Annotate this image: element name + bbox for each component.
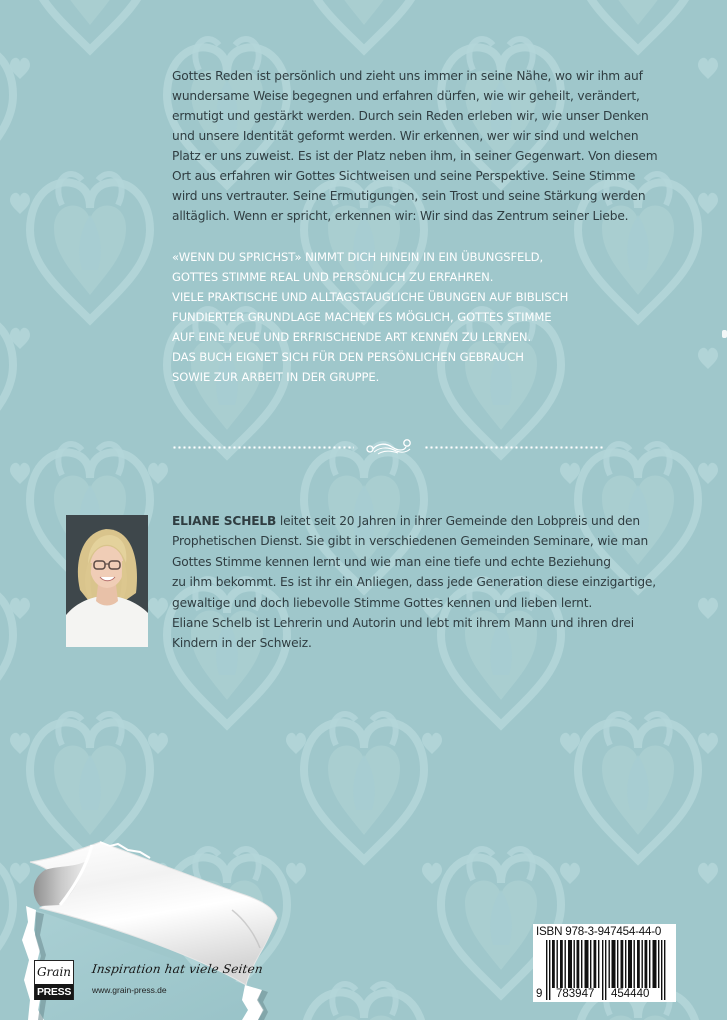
highlight-line: SOWIE ZUR ARBEIT IN DER GRUPPE. — [172, 370, 380, 384]
logo-top-text: Grain — [36, 965, 72, 979]
highlight-line: FUNDIERTER GRUNDLAGE MACHEN ES MÖGLICH, GOTTES STIMME — [172, 310, 552, 324]
dotted-line-left — [172, 446, 354, 449]
flourish-icon — [364, 437, 414, 457]
intro-line: ermutigt und gestärkt werden. Durch sein Reden erleben wir, wie unser Denken — [172, 109, 649, 123]
highlight-paragraph — [172, 247, 672, 387]
highlight-line: VIELE PRAKTISCHE UND ALLTAGSTAUGLICHE ÜBUNGEN AUF BIBLISCH — [172, 290, 569, 304]
spine-edge-mark — [722, 330, 727, 338]
barcode-digits-left: 783947 — [556, 988, 595, 1000]
intro-paragraph — [172, 66, 672, 226]
intro-line: wundersame Weise begegnen und erfahren dürfen, wie wir geheilt, verändert, — [172, 89, 640, 103]
intro-line: und unsere Identität geformt werden. Wir erkennen, wer wir sind und welchen — [172, 129, 639, 143]
author-photo — [66, 515, 148, 647]
bio-line: zu ihm bekommt. Es ist ihr ein Anliegen, dass jede Generation diese einzigartige, — [172, 575, 656, 590]
highlight-line: DAS BUCH EIGNET SICH FÜR DEN PERSÖNLICHEN GEBRAUCH — [172, 350, 524, 364]
barcode-digit-first: 9 — [536, 988, 543, 1000]
author-bio — [172, 511, 692, 654]
bio-line — [172, 511, 692, 531]
intro-line: Gottes Reden ist persönlich und zieht uns immer in seine Nähe, wo wir ihm auf — [172, 69, 643, 83]
publisher-url: www.grain-press.de — [92, 985, 167, 995]
highlight-line: «WENN DU SPRICHST» NIMMT DICH HINEIN IN EIN ÜBUNGSFELD, — [172, 250, 544, 264]
intro-line: Platz er uns zuweist. Es ist der Platz neben ihm, in seiner Gegenwart. Von diesem — [172, 149, 658, 163]
publisher-logo — [34, 960, 74, 1000]
author-name: ELIANE SCHELB — [172, 514, 277, 528]
publisher-slogan: Inspiration hat viele Seiten — [91, 962, 264, 976]
isbn-label: ISBN 978-3-947454-44-0 — [536, 925, 662, 938]
logo-bottom-text: PRESS — [36, 986, 72, 998]
bio-line: Prophetischen Dienst. Sie gibt in verschiedenen Gemeinden Seminare, wie man — [172, 534, 649, 549]
bio-line: Gottes Stimme kennen lernt und wie man eine tiefe und echte Beziehung — [172, 554, 611, 569]
barcode-digits-right: 454440 — [611, 988, 650, 1000]
isbn-barcode — [533, 924, 676, 1002]
bio-line: gewaltige und doch liebevolle Stimme Gottes kennen und lieben lernt. — [172, 595, 593, 610]
bio-line: Kindern in der Schweiz. — [172, 636, 312, 651]
bio-line: Eliane Schelb ist Lehrerin und Autorin und lebt mit ihrem Mann und ihren drei — [172, 616, 634, 631]
highlight-line: GOTTES STIMME REAL UND PERSÖNLICH ZU ERFAHREN. — [172, 270, 494, 284]
intro-line: Ort aus erfahren wir Gottes Sichtweisen und seine Perspektive. Seine Stimme — [172, 169, 636, 183]
intro-line: alltäglich. Wenn er spricht, erkennen wir: Wir sind das Zentrum seiner Liebe. — [172, 209, 629, 223]
intro-line: wird uns vertrauter. Seine Ermutigungen, sein Trost und seine Stärkung werden — [172, 189, 646, 203]
ornamental-divider — [172, 437, 604, 457]
bio-first-line: leitet seit 20 Jahren in ihrer Gemeinde den Lobpreis und den — [276, 514, 640, 528]
highlight-line: AUF EINE NEUE UND ERFRISCHENDE ART KENNEN ZU LERNEN. — [172, 330, 532, 344]
dotted-line-right — [424, 446, 604, 449]
